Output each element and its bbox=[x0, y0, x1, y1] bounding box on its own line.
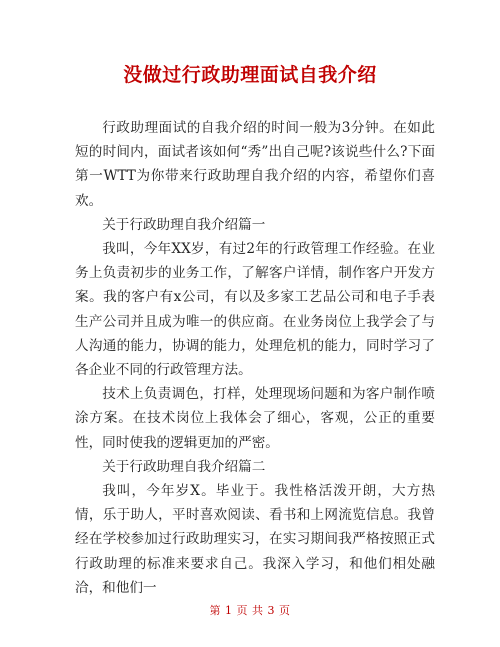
intro-paragraph: 行政助理面试的自我介绍的时间一般为3分钟。在如此短的时间内，面试者该如何“秀”出自己呢?该说些什么?下面第一WTT为你带来行政助理自我介绍的内容，希望你们喜欢。 bbox=[75, 120, 435, 209]
section-heading-one: 关于行政助理自我介绍篇一 bbox=[102, 216, 266, 233]
body-paragraph: 我叫，今年XX岁，有过2年的行政管理工作经验。在业务上负责初步的业务工作，了解客户详情，制作客户开发方案。我的客户有x公司，有以及多家工艺品公司和电子手表生产公司并且成为唯一的供应商。在业务岗位上我学会了与人沟通的能力，协调的能力，处理危机的能力，同时学习了各企业不同的行政管理方法。 bbox=[75, 241, 435, 379]
document-title: 没做过行政助理面试自我介绍 bbox=[123, 64, 377, 86]
document-body bbox=[75, 116, 435, 600]
body-paragraph: 我叫，今年岁X。毕业于。我性格活泼开朗，大方热情，乐于助人，平时喜欢阅读、看书和上网流览信息。我曾经在学校参加过行政助理实习，在实习期间我严格按照正式行政助理的标准来要求自己。我深入学习，和他们相处融洽，和他们一 bbox=[75, 483, 435, 596]
page-footer: 第 1 页 共 3 页 bbox=[209, 604, 291, 617]
section-heading-two: 关于行政助理自我介绍篇二 bbox=[102, 458, 266, 475]
body-paragraph: 技术上负责调色，打样，处理现场问题和为客户制作喷涂方案。在技术岗位上我体会了细心，客观，公正的重要性，同时使我的逻辑更加的严密。 bbox=[75, 386, 435, 451]
